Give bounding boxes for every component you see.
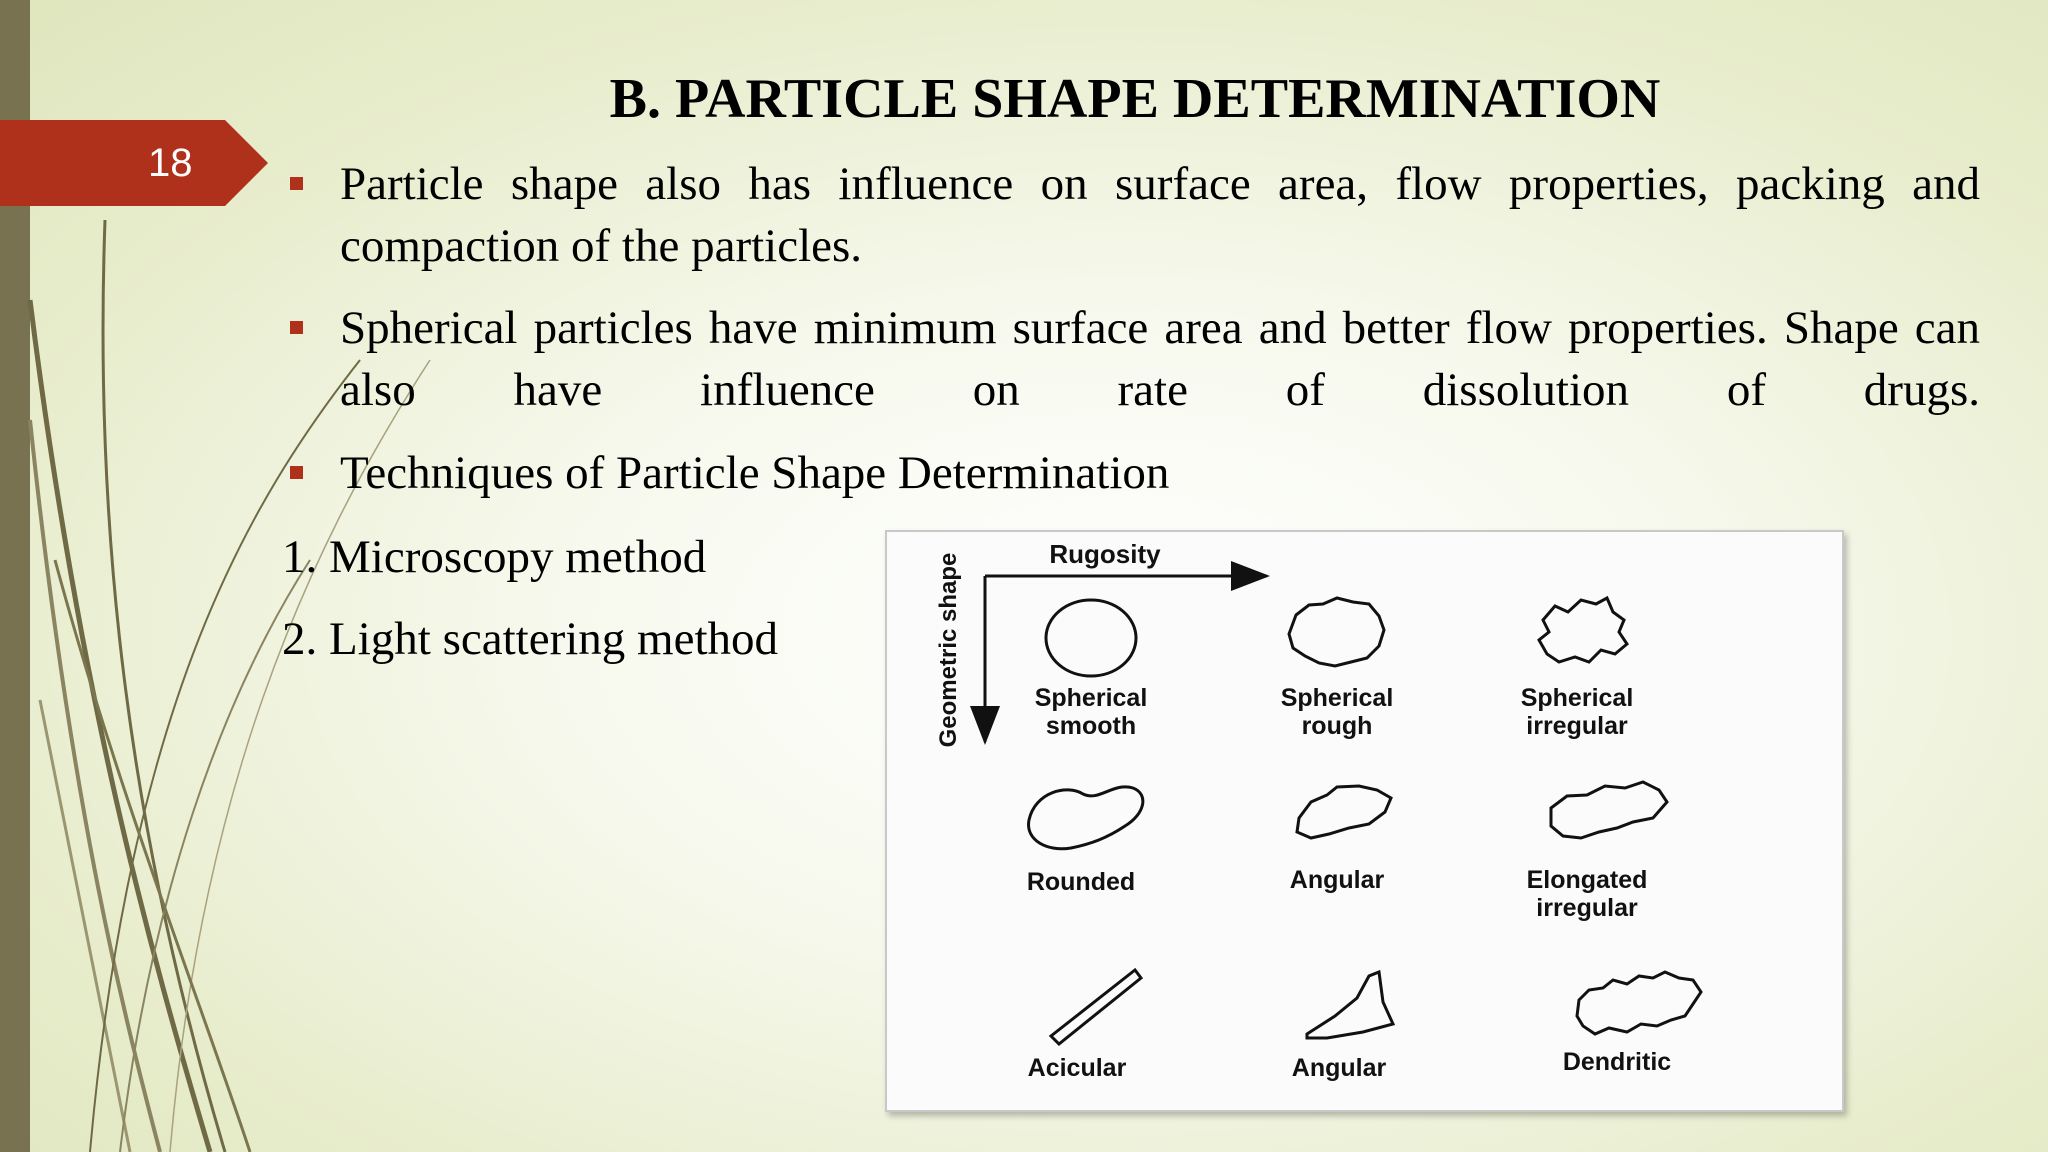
shape-label: Angular [1291,1054,1387,1082]
bullet-item [290,442,1980,504]
bullet-text: Spherical particles have minimum surface area and better flow properties. Shape can also have influence on rate of dissolution of drugs. [340,302,1980,416]
shape-label: Elongated irregular [1526,866,1648,922]
x-axis-label: Rugosity [1049,539,1161,569]
bullet-item [290,297,1980,421]
bullet-marker-icon [290,177,303,190]
shape-label: Dendritic [1562,1048,1672,1076]
method-item: 2. Light scattering method [282,613,779,665]
bullet-marker-icon [290,466,303,479]
slide-title: B. PARTICLE SHAPE DETERMINATION [609,68,1661,130]
shape-label: Angular [1289,866,1385,894]
shape-drawings [887,532,1842,1110]
particle-shape-figure [885,530,1844,1112]
slide-number-tab [0,120,270,206]
method-item: 1. Microscopy method [282,531,707,583]
y-axis-label: Geometric shape [935,552,962,748]
bullet-text: Techniques of Particle Shape Determination [340,447,1170,499]
slide-number: 18 [148,141,193,185]
bullet-marker-icon [290,321,303,334]
bullet-text: Particle shape also has influence on surface area, flow properties, packing and compaction of the particles. [340,158,1980,272]
shape-label: Spherical smooth [1034,684,1148,740]
shape-label: Rounded [1026,868,1136,896]
shape-label: Acicular [1027,1054,1127,1082]
bullet-item [290,153,1980,277]
shape-label: Spherical irregular [1520,684,1634,740]
shape-label: Spherical rough [1280,684,1394,740]
